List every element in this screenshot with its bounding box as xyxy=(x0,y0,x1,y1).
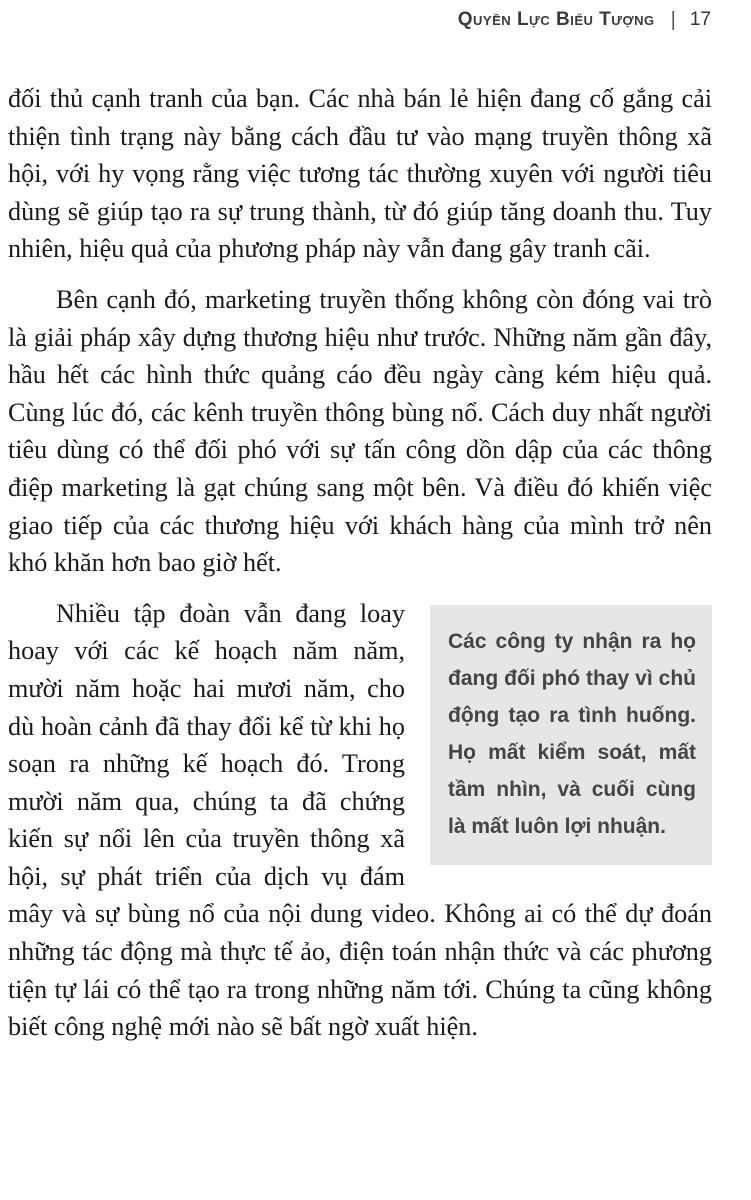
running-header xyxy=(458,6,711,34)
paragraph-1: đối thủ cạnh tranh của bạn. Các nhà bán lẻ hiện đang cố gắng cải thiện tình trạng này bằng cách đầu tư vào mạng truyền thông xã hội, với hy vọng rằng việc tương tác thường xuyên với người tiêu dùng sẽ giúp tạo ra sự trung thành, từ đó giúp tăng doanh thu. Tuy nhiên, hiệu quả của phương pháp này vẫn đang gây tranh cãi. xyxy=(8,84,712,264)
page-number: 17 xyxy=(689,9,711,30)
header-separator: | xyxy=(670,8,676,31)
page-body xyxy=(8,80,712,1059)
pull-quote: Các công ty nhận ra họ đang đối phó thay vì chủ động tạo ra tình huống. Họ mất kiểm soát, mất tầm nhìn, và cuối cùng là mất luôn lợi nhuận. xyxy=(430,605,712,865)
running-title: Quyền Lực Biểu Tượng xyxy=(457,9,655,30)
paragraph-2: Bên cạnh đó, marketing truyền thống không còn đóng vai trò là giải pháp xây dựng thương hiệu như trước. Những năm gần đây, hầu hết các hình thức quảng cáo đều ngày càng kém hiệu quả. Cùng lúc đó, các kênh truyền thông bùng nổ. Cách duy nhất người tiêu dùng có thể đối phó với sự tấn công dồn dập của các thông điệp marketing là gạt chúng sang một bên. Và điều đó khiến việc giao tiếp của các thương hiệu với khách hàng của mình trở nên khó khăn hơn bao giờ hết. xyxy=(8,284,712,578)
paragraph-3: Nhiều tập đoàn vẫn đang loay hoay với các kế hoạch năm năm, mười năm hoặc hai mươi năm, cho dù hoàn cảnh đã thay đổi kể từ khi họ soạn ra những kế hoạch đó. Trong mười năm qua, chúng ta đã chứng kiến sự nổi lên của truyền thông xã hội, sự phát triển của dịch vụ đám mây và sự bùng nổ của nội dung video. Không ai có thể dự đoán những tác động mà thực tế ảo, điện toán nhận thức và các phương tiện tự lái có thể tạo ra trong những năm tới. Chúng ta cũng không biết công nghệ mới nào sẽ bất ngờ xuất hiện. xyxy=(8,598,712,1042)
